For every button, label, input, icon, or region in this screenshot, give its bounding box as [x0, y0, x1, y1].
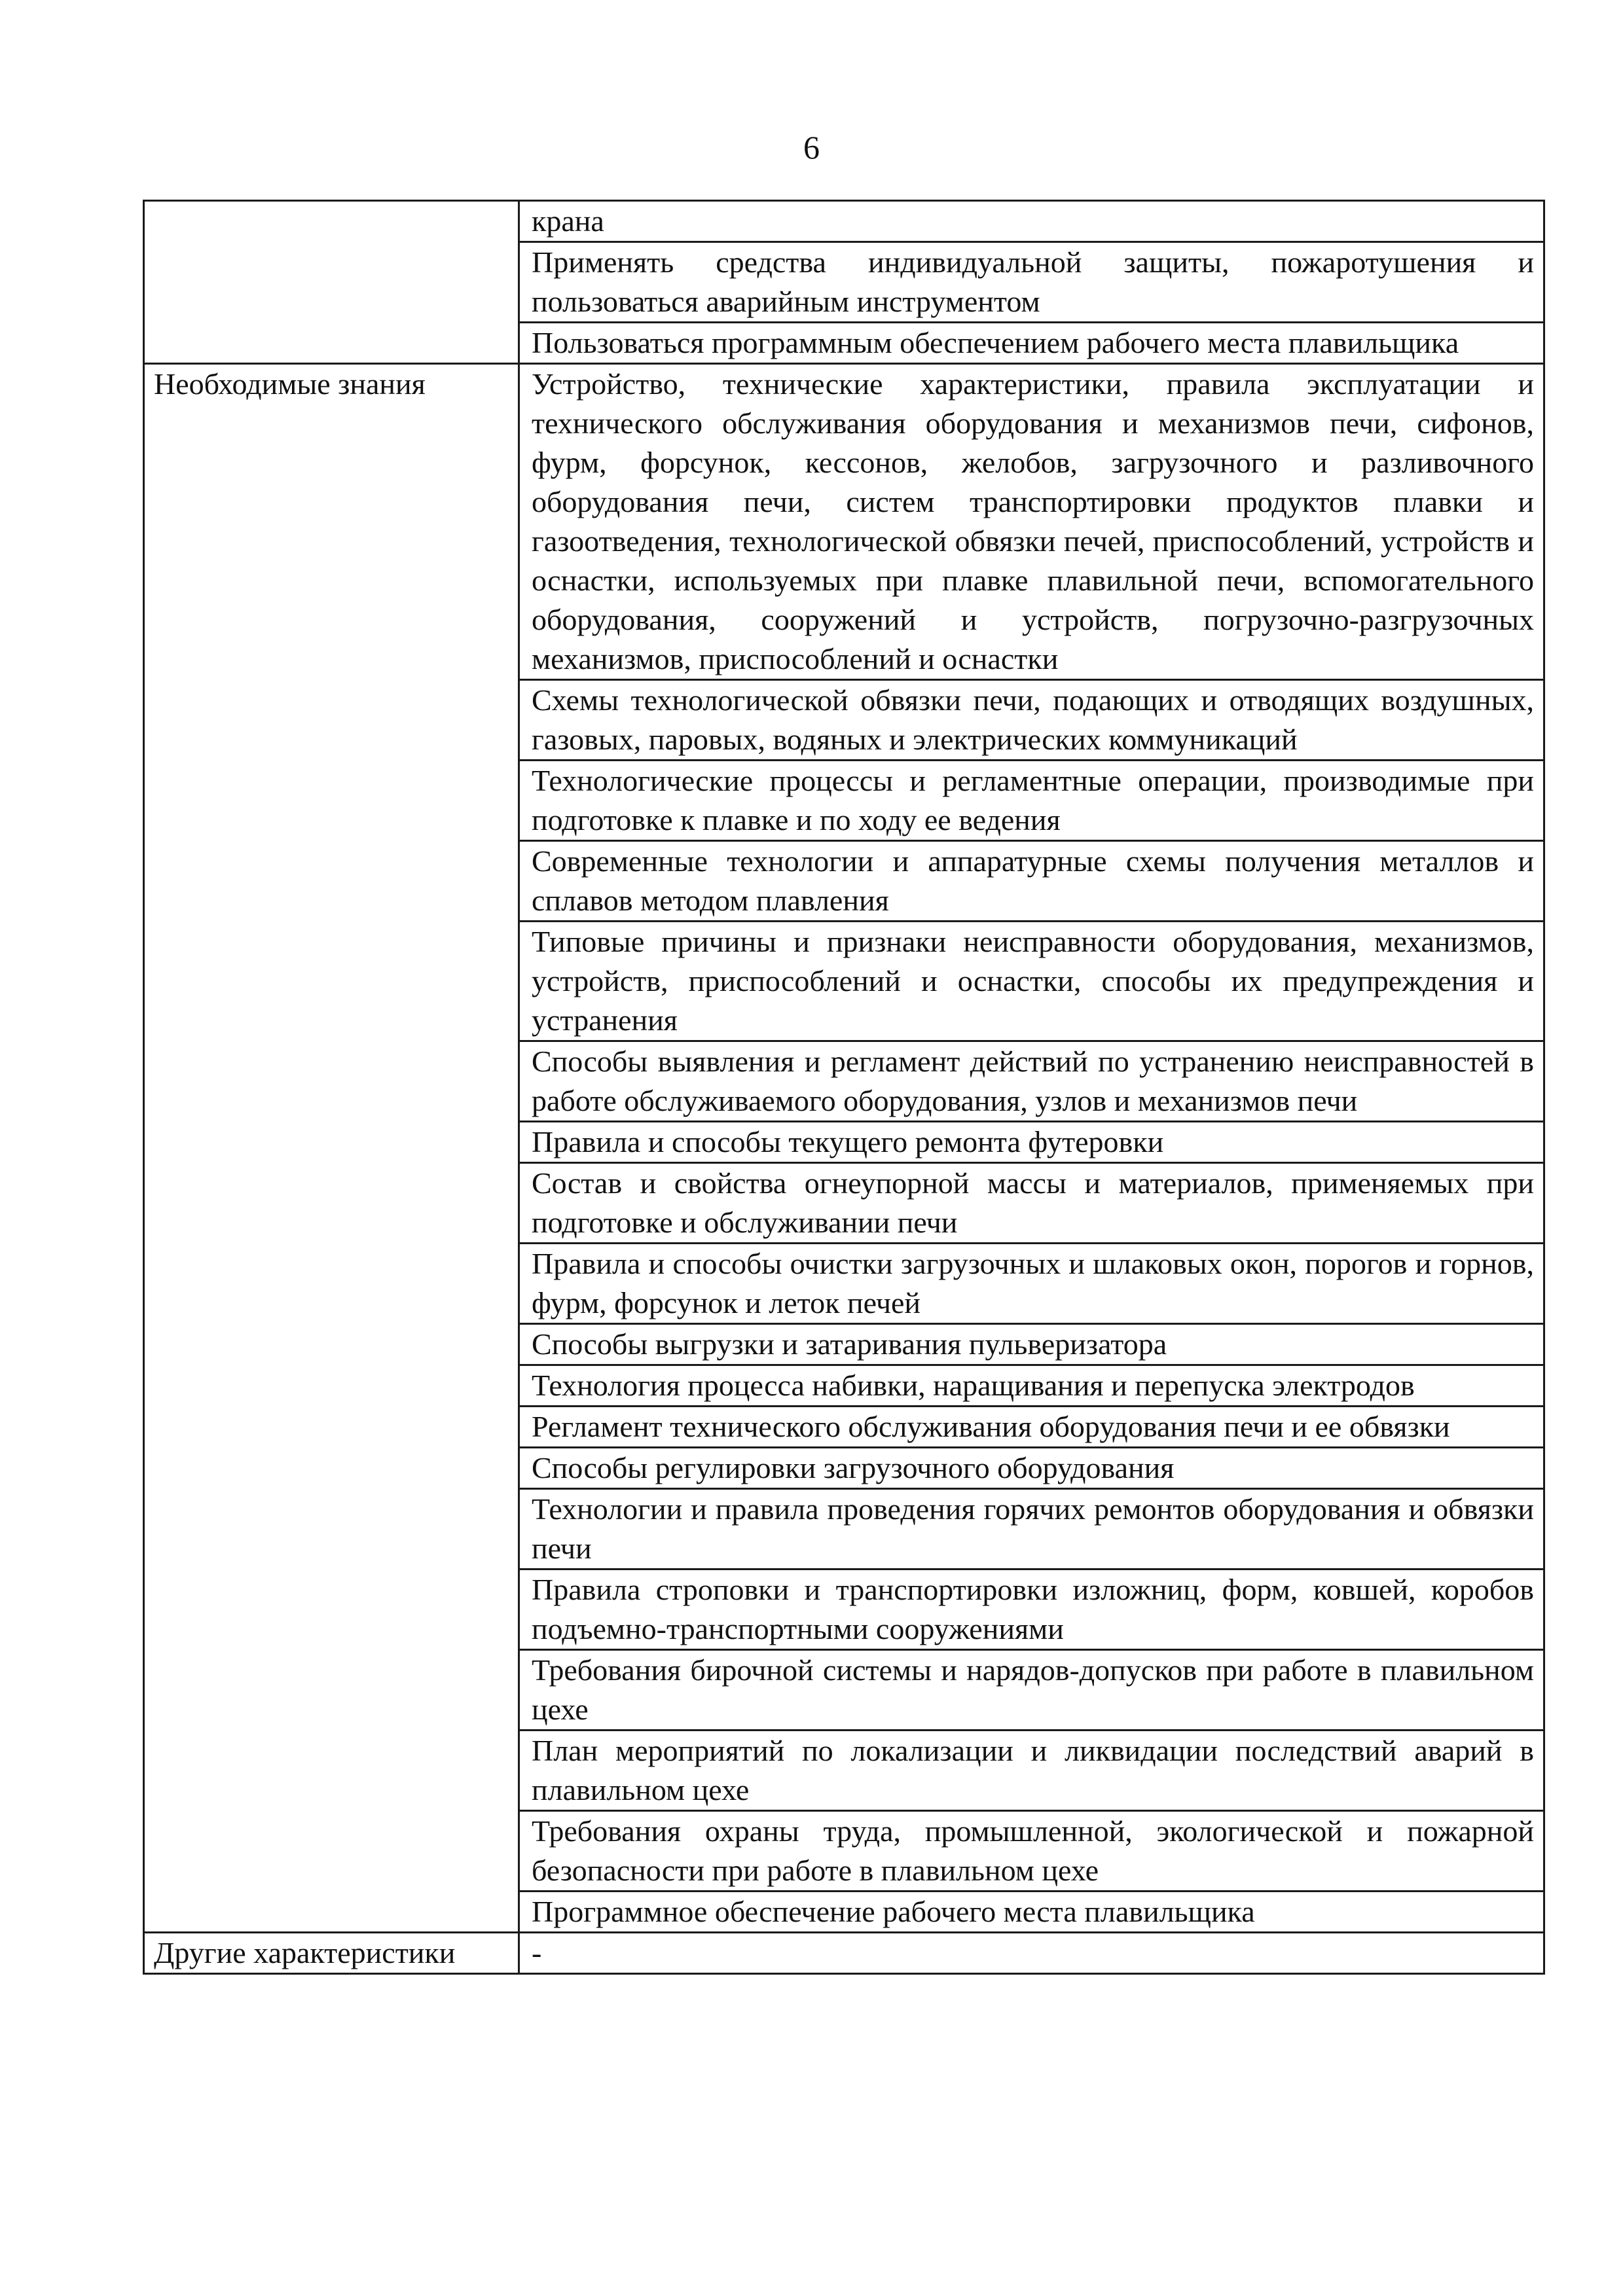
knowledge-item: Требования бирочной системы и нарядов-допусков при работе в плавильном цехе	[519, 1650, 1544, 1731]
knowledge-item: Устройство, технические характеристики, правила эксплуатации и технического обслуживания оборудования и механизмов печи, сифонов, фурм, форсунок, кессонов, желобов, загрузочного и разливочного оборудования печи, систем транспортировки продуктов плавки и газоотведения, технологической обвязки печей, приспособлений, устройств и оснастки, используемых при плавке плавильной печи, вспомогательного оборудования, сооружений и устройств, погрузочно-разгрузочных механизмов, приспособлений и оснастки	[519, 364, 1544, 680]
knowledge-item: Правила строповки и транспортировки изложниц, форм, ковшей, коробов подъемно-транспортными сооружениями	[519, 1570, 1544, 1650]
other-label: Другие характеристики	[144, 1933, 519, 1974]
knowledge-item: Схемы технологической обвязки печи, подающих и отводящих воздушных, газовых, паровых, водяных и электрических коммуникаций	[519, 680, 1544, 761]
knowledge-item: Способы выявления и регламент действий по устранению неисправностей в работе обслуживаемого оборудования, узлов и механизмов печи	[519, 1041, 1544, 1122]
knowledge-item: Способы регулировки загрузочного оборудования	[519, 1448, 1544, 1489]
knowledge-item: Технологические процессы и регламентные операции, производимые при подготовке к плавке и по ходу ее ведения	[519, 761, 1544, 841]
skill-cell: Пользоваться программным обеспечением рабочего места плавильщика	[519, 323, 1544, 364]
skills-label-cell	[144, 201, 519, 364]
knowledge-item: Программное обеспечение рабочего места плавильщика	[519, 1892, 1544, 1933]
competency-table	[143, 200, 1545, 1975]
skill-cell: Применять средства индивидуальной защиты, пожаротушения и пользоваться аварийным инструментом	[519, 242, 1544, 323]
knowledge-item: Регламент технического обслуживания оборудования печи и ее обвязки	[519, 1407, 1544, 1448]
knowledge-item: План мероприятий по локализации и ликвидации последствий аварий в плавильном цехе	[519, 1731, 1544, 1811]
knowledge-item: Технологии и правила проведения горячих ремонтов оборудования и обвязки печи	[519, 1489, 1544, 1570]
table-row	[144, 201, 1544, 242]
page-number: 6	[803, 129, 820, 166]
knowledge-item: Правила и способы текущего ремонта футеровки	[519, 1122, 1544, 1163]
knowledge-label: Необходимые знания	[144, 364, 519, 1933]
knowledge-item: Требования охраны труда, промышленной, экологической и пожарной безопасности при работе в плавильном цехе	[519, 1811, 1544, 1892]
knowledge-item: Типовые причины и признаки неисправности оборудования, механизмов, устройств, приспособлений и оснастки, способы их предупреждения и устранения	[519, 922, 1544, 1041]
skill-cell: крана	[519, 201, 1544, 242]
knowledge-item: Технология процесса набивки, наращивания и перепуска электродов	[519, 1365, 1544, 1407]
knowledge-item: Способы выгрузки и затаривания пульверизатора	[519, 1324, 1544, 1365]
knowledge-item: Состав и свойства огнеупорной массы и материалов, применяемых при подготовке и обслуживании печи	[519, 1163, 1544, 1244]
table-row	[144, 364, 1544, 680]
other-value: -	[519, 1933, 1544, 1974]
knowledge-item: Современные технологии и аппаратурные схемы получения металлов и сплавов методом плавления	[519, 841, 1544, 922]
knowledge-item: Правила и способы очистки загрузочных и шлаковых окон, порогов и горнов, фурм, форсунок и леток печей	[519, 1244, 1544, 1324]
table-row	[144, 1933, 1544, 1974]
